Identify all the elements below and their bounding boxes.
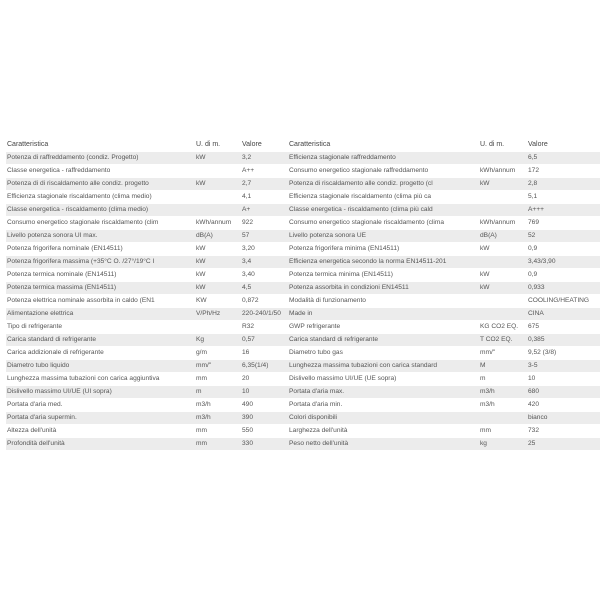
- header-left-value: Valore: [242, 141, 262, 148]
- table-row: [6, 165, 600, 177]
- right-feature-cell: Made in: [288, 308, 479, 320]
- left-value-cell: 550: [241, 425, 288, 437]
- left-unit-cell: V/Ph/Hz: [195, 308, 241, 320]
- left-feature-cell: Lunghezza massima tubazioni con carica aggiuntiva: [6, 373, 195, 385]
- left-value-cell: 922: [241, 217, 288, 229]
- header-right-unit: U. di m.: [480, 141, 505, 148]
- right-feature-cell: Lunghezza massima tubazioni con carica standard: [288, 360, 479, 372]
- right-value-cell: 6,5: [527, 152, 600, 164]
- header-right-feature: Caratteristica: [289, 141, 331, 148]
- right-unit-cell: KG CO2 EQ.: [479, 321, 527, 333]
- table-row: [6, 269, 600, 281]
- left-value-cell: 0,872: [241, 295, 288, 307]
- right-value-cell: 769: [527, 217, 600, 229]
- right-value-cell: 680: [527, 386, 600, 398]
- left-feature-cell: Potenza frigorifera nominale (EN14511): [6, 243, 195, 255]
- left-unit-cell: [195, 165, 241, 177]
- left-value-cell: 390: [241, 412, 288, 424]
- right-value-cell: 420: [527, 399, 600, 411]
- right-feature-cell: Efficienza stagionale raffreddamento: [288, 152, 479, 164]
- left-value-cell: A+: [241, 204, 288, 216]
- left-unit-cell: kW: [195, 282, 241, 294]
- left-feature-cell: Classe energetica - raffreddamento: [6, 165, 195, 177]
- right-unit-cell: [479, 308, 527, 320]
- left-value-cell: 3,4: [241, 256, 288, 268]
- left-value-cell: 3,40: [241, 269, 288, 281]
- right-value-cell: 0,9: [527, 269, 600, 281]
- left-feature-cell: Altezza dell'unità: [6, 425, 195, 437]
- left-unit-cell: mm: [195, 425, 241, 437]
- right-feature-cell: Larghezza dell'unità: [288, 425, 479, 437]
- right-unit-cell: kWh/annum: [479, 165, 527, 177]
- left-feature-cell: Livello potenza sonora UI max.: [6, 230, 195, 242]
- left-unit-cell: m: [195, 386, 241, 398]
- table-row: [6, 191, 600, 203]
- table-row: [6, 256, 600, 268]
- table-row: [6, 217, 600, 229]
- right-unit-cell: kW: [479, 269, 527, 281]
- left-value-cell: 330: [241, 438, 288, 450]
- left-value-cell: 0,57: [241, 334, 288, 346]
- left-value-cell: 10: [241, 386, 288, 398]
- specs-table-container: [6, 138, 600, 451]
- right-feature-cell: Efficienza energetica secondo la norma EN14511-201: [288, 256, 479, 268]
- left-feature-cell: Portata d'aria med.: [6, 399, 195, 411]
- right-value-cell: 5,1: [527, 191, 600, 203]
- left-value-cell: 4,5: [241, 282, 288, 294]
- right-feature-cell: Portata d'aria max.: [288, 386, 479, 398]
- right-value-cell: 172: [527, 165, 600, 177]
- right-feature-cell: Potenza frigorifera minima (EN14511): [288, 243, 479, 255]
- left-unit-cell: mm: [195, 438, 241, 450]
- left-feature-cell: Efficienza stagionale riscaldamento (clima medio): [6, 191, 195, 203]
- left-value-cell: 16: [241, 347, 288, 359]
- table-row: [6, 282, 600, 294]
- right-unit-cell: [479, 295, 527, 307]
- header-left-unit: U. di m.: [196, 141, 221, 148]
- left-value-cell: 2,7: [241, 178, 288, 190]
- left-feature-cell: Potenza termica nominale (EN14511): [6, 269, 195, 281]
- left-value-cell: 6,35(1/4): [241, 360, 288, 372]
- left-feature-cell: Potenza frigorifera massima (+35°C O. /27°/19°C I: [6, 256, 195, 268]
- right-feature-cell: Diametro tubo gas: [288, 347, 479, 359]
- right-feature-cell: Dislivello massimo UI/UE (UE sopra): [288, 373, 479, 385]
- right-value-cell: 2,8: [527, 178, 600, 190]
- left-value-cell: A++: [241, 165, 288, 177]
- right-feature-cell: Peso netto dell'unità: [288, 438, 479, 450]
- table-row: [6, 399, 600, 411]
- table-row: [6, 308, 600, 320]
- right-unit-cell: T CO2 EQ.: [479, 334, 527, 346]
- right-value-cell: 732: [527, 425, 600, 437]
- left-feature-cell: Potenza di raffreddamento (condiz. Progetto): [6, 152, 195, 164]
- specs-table: [6, 138, 600, 451]
- right-feature-cell: Colori disponibili: [288, 412, 479, 424]
- left-unit-cell: kW: [195, 178, 241, 190]
- left-feature-cell: Tipo di refrigerante: [6, 321, 195, 333]
- right-value-cell: 3-5: [527, 360, 600, 372]
- left-unit-cell: g/m: [195, 347, 241, 359]
- left-unit-cell: kWh/annum: [195, 217, 241, 229]
- left-unit-cell: kW: [195, 256, 241, 268]
- left-unit-cell: kW: [195, 152, 241, 164]
- right-feature-cell: GWP refrigerante: [288, 321, 479, 333]
- table-row: [6, 243, 600, 255]
- left-feature-cell: Alimentazione elettrica: [6, 308, 195, 320]
- right-feature-cell: Classe energetica - riscaldamento (clima più cald: [288, 204, 479, 216]
- right-feature-cell: Portata d'aria min.: [288, 399, 479, 411]
- right-unit-cell: m: [479, 373, 527, 385]
- right-value-cell: 3,43/3,90: [527, 256, 600, 268]
- table-row: [6, 438, 600, 450]
- right-unit-cell: [479, 204, 527, 216]
- right-feature-cell: Potenza termica minima (EN14511): [288, 269, 479, 281]
- table-row: [6, 373, 600, 385]
- header-left-feature: Caratteristica: [7, 141, 49, 148]
- right-feature-cell: Potenza di riscaldamento alle condiz. progetto (cl: [288, 178, 479, 190]
- left-feature-cell: Dislivello massimo UI/UE (UI sopra): [6, 386, 195, 398]
- right-unit-cell: [479, 256, 527, 268]
- right-unit-cell: [479, 412, 527, 424]
- right-value-cell: CINA: [527, 308, 600, 320]
- right-unit-cell: kW: [479, 243, 527, 255]
- right-unit-cell: [479, 191, 527, 203]
- left-unit-cell: m3/h: [195, 412, 241, 424]
- left-value-cell: 3,2: [241, 152, 288, 164]
- table-row: [6, 321, 600, 333]
- left-value-cell: 4,1: [241, 191, 288, 203]
- right-value-cell: A+++: [527, 204, 600, 216]
- table-row: [6, 152, 600, 164]
- right-feature-cell: Livello potenza sonora UE: [288, 230, 479, 242]
- table-row: [6, 425, 600, 437]
- right-value-cell: 0,9: [527, 243, 600, 255]
- left-value-cell: 20: [241, 373, 288, 385]
- right-unit-cell: kWh/annum: [479, 217, 527, 229]
- left-unit-cell: Kg: [195, 334, 241, 346]
- right-value-cell: 0,933: [527, 282, 600, 294]
- left-value-cell: 57: [241, 230, 288, 242]
- left-value-cell: 490: [241, 399, 288, 411]
- right-unit-cell: m3/h: [479, 386, 527, 398]
- table-row: [6, 347, 600, 359]
- left-value-cell: 3,20: [241, 243, 288, 255]
- left-unit-cell: m3/h: [195, 399, 241, 411]
- left-feature-cell: Potenza elettrica nominale assorbita in caldo (EN1: [6, 295, 195, 307]
- right-unit-cell: m3/h: [479, 399, 527, 411]
- right-unit-cell: dB(A): [479, 230, 527, 242]
- right-feature-cell: Potenza assorbita in condizioni EN14511: [288, 282, 479, 294]
- table-header-row: [6, 139, 600, 151]
- right-value-cell: 52: [527, 230, 600, 242]
- left-value-cell: 220-240/1/50: [241, 308, 288, 320]
- left-unit-cell: dB(A): [195, 230, 241, 242]
- left-feature-cell: Potenza termica massima (EN14511): [6, 282, 195, 294]
- right-unit-cell: kW: [479, 178, 527, 190]
- right-value-cell: 675: [527, 321, 600, 333]
- right-value-cell: COOLING/HEATING: [527, 295, 600, 307]
- left-unit-cell: mm: [195, 373, 241, 385]
- table-row: [6, 412, 600, 424]
- left-unit-cell: KW: [195, 295, 241, 307]
- table-row: [6, 230, 600, 242]
- right-value-cell: 10: [527, 373, 600, 385]
- right-feature-cell: Modalità di funzionamento: [288, 295, 479, 307]
- left-feature-cell: Carica standard di refrigerante: [6, 334, 195, 346]
- right-unit-cell: kW: [479, 282, 527, 294]
- left-feature-cell: Potenza di di riscaldamento alle condiz. progetto: [6, 178, 195, 190]
- left-feature-cell: Consumo energetico stagionale riscaldamento (clim: [6, 217, 195, 229]
- right-feature-cell: Carica standard di refrigerante: [288, 334, 479, 346]
- right-unit-cell: mm: [479, 425, 527, 437]
- left-unit-cell: mm/": [195, 360, 241, 372]
- right-unit-cell: mm/": [479, 347, 527, 359]
- right-unit-cell: kg: [479, 438, 527, 450]
- left-unit-cell: [195, 321, 241, 333]
- left-feature-cell: Profondità dell'unità: [6, 438, 195, 450]
- table-row: [6, 386, 600, 398]
- left-feature-cell: Carica addizionale di refrigerante: [6, 347, 195, 359]
- table-row: [6, 360, 600, 372]
- right-feature-cell: Consumo energetico stagionale raffreddamento: [288, 165, 479, 177]
- right-value-cell: bianco: [527, 412, 600, 424]
- left-unit-cell: kW: [195, 243, 241, 255]
- right-value-cell: 9,52 (3/8): [527, 347, 600, 359]
- right-unit-cell: [479, 152, 527, 164]
- table-row: [6, 295, 600, 307]
- right-feature-cell: Consumo energetico stagionale riscaldamento (clima: [288, 217, 479, 229]
- right-value-cell: 25: [527, 438, 600, 450]
- right-feature-cell: Efficienza stagionale riscaldamento (clima più ca: [288, 191, 479, 203]
- table-row: [6, 178, 600, 190]
- header-right-value: Valore: [528, 141, 548, 148]
- left-unit-cell: [195, 191, 241, 203]
- table-row: [6, 204, 600, 216]
- left-value-cell: R32: [241, 321, 288, 333]
- left-unit-cell: [195, 204, 241, 216]
- left-feature-cell: Diametro tubo liquido: [6, 360, 195, 372]
- left-feature-cell: Portata d'aria supermin.: [6, 412, 195, 424]
- right-value-cell: 0,385: [527, 334, 600, 346]
- right-unit-cell: M: [479, 360, 527, 372]
- table-row: [6, 334, 600, 346]
- left-unit-cell: kW: [195, 269, 241, 281]
- left-feature-cell: Classe energetica - riscaldamento (clima medio): [6, 204, 195, 216]
